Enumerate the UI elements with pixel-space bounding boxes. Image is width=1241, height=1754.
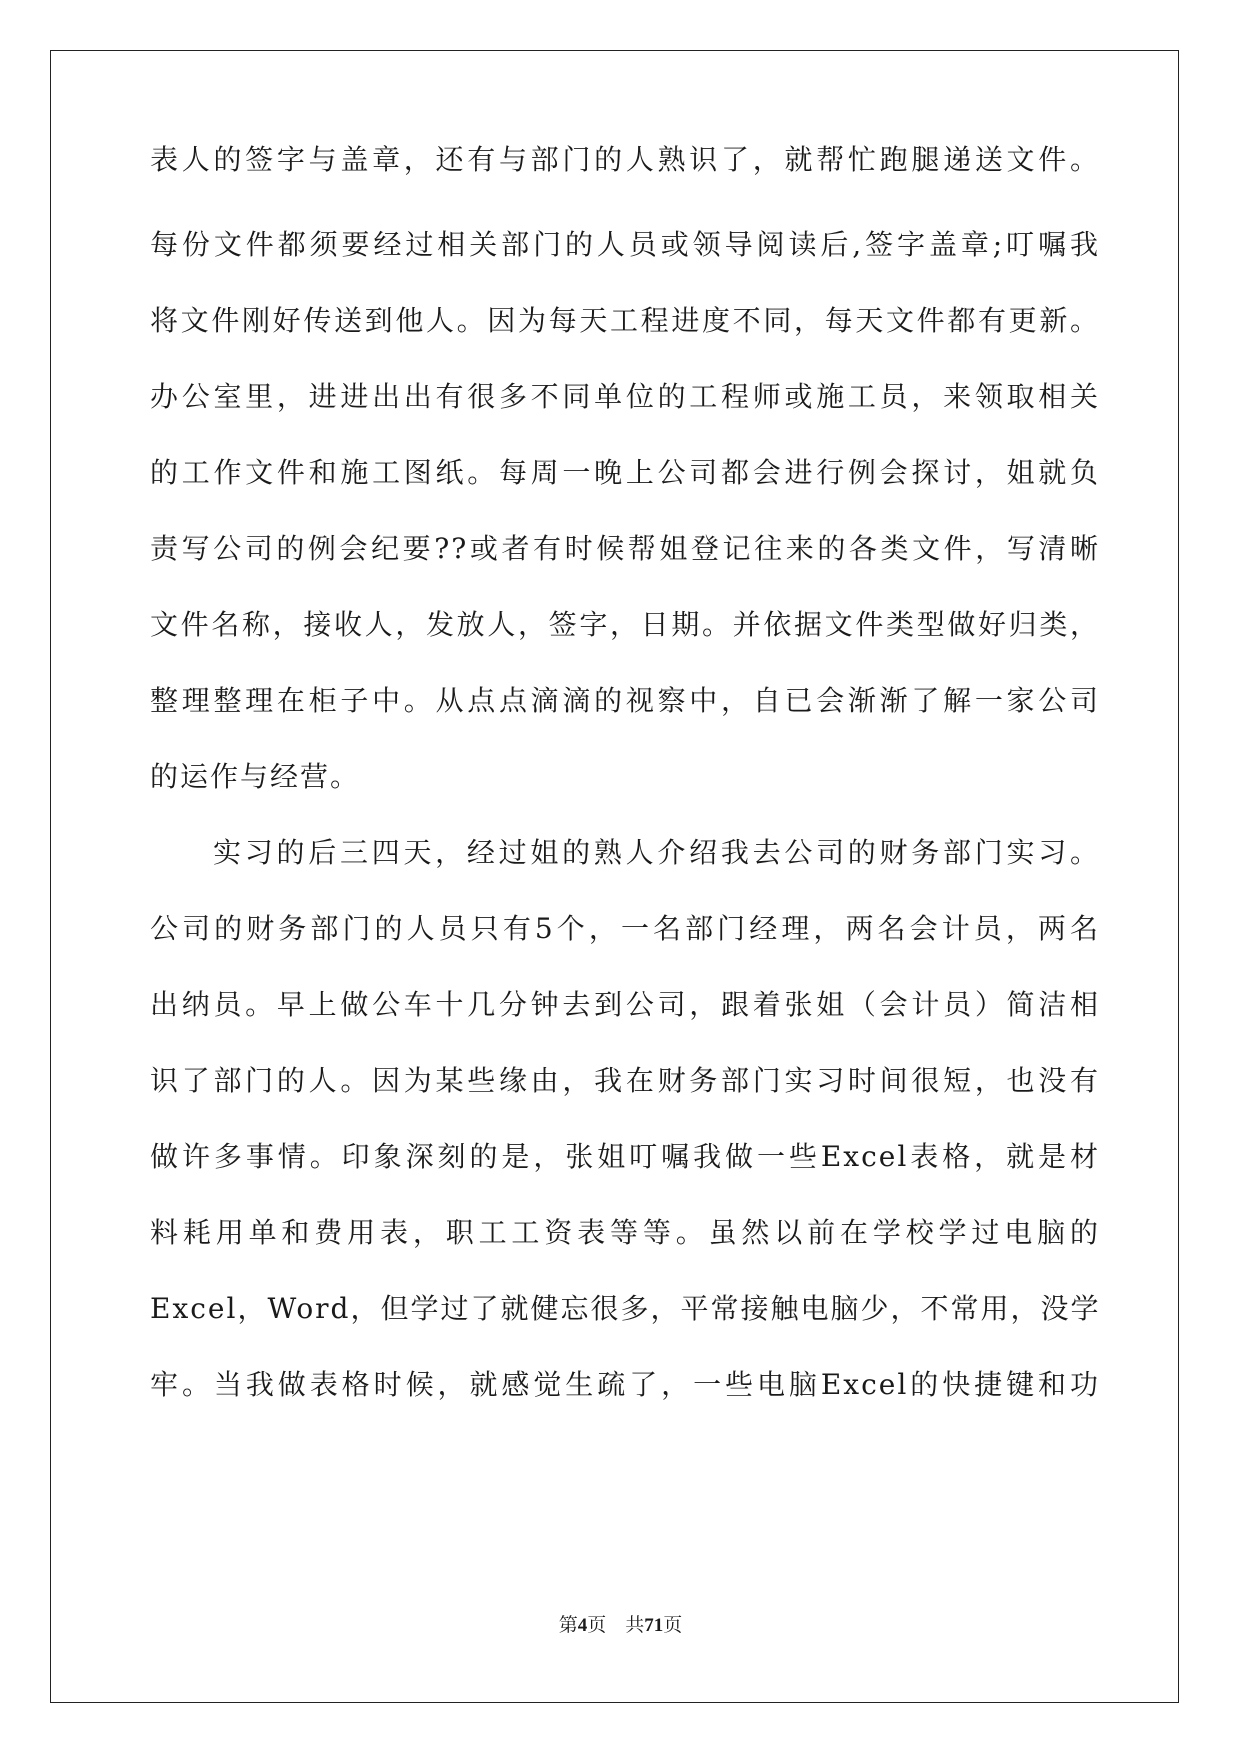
text-line-16: Excel，Word，但学过了就健忘很多，平常接触电脑少，不常用，没学	[150, 1292, 1101, 1325]
current-page-number: 4	[577, 1615, 588, 1636]
page-border	[50, 50, 1179, 1703]
footer-middle: 页 共	[587, 1615, 645, 1636]
text-line-13: 识了部门的人。因为某些缘由，我在财务部门实习时间很短，也没有	[150, 1064, 1100, 1097]
paragraph-start-line: 实习的后三四天，经过姐的熟人介绍我去公司的财务部门实习。	[213, 836, 1100, 869]
text-line-8: 整理整理在柜子中。从点点滴滴的视察中，自已会渐渐了解一家公司	[150, 684, 1100, 717]
footer-suffix: 页	[663, 1615, 683, 1636]
total-page-count: 71	[644, 1615, 664, 1636]
text-line-7: 文件名称，接收人，发放人，签字，日期。并依据文件类型做好归类，	[150, 608, 1100, 641]
text-line-5: 的工作文件和施工图纸。每周一晚上公司都会进行例会探讨，姐就负	[150, 456, 1100, 489]
text-line-17: 牢。当我做表格时候，就感觉生疏了，一些电脑Excel的快捷键和功	[150, 1368, 1100, 1401]
text-line-6: 责写公司的例会纪要??或者有时候帮姐登记往来的各类文件，写清晰	[150, 532, 1100, 565]
text-line-12: 出纳员。早上做公车十几分钟去到公司，跟着张姐（会计员）简洁相	[150, 988, 1100, 1021]
text-line-4: 办公室里，进进出出有很多不同单位的工程师或施工员，来领取相关	[150, 380, 1100, 413]
footer-prefix: 第	[558, 1615, 578, 1636]
text-line-14: 做许多事情。印象深刻的是，张姐叮嘱我做一些Excel表格，就是材	[150, 1140, 1100, 1173]
page-number-footer	[0, 1610, 1241, 1637]
text-line-9: 的运作与经营。	[150, 760, 361, 793]
text-line-3: 将文件刚好传送到他人。因为每天工程进度不同，每天文件都有更新。	[150, 304, 1100, 337]
text-line-11: 公司的财务部门的人员只有5个，一名部门经理，两名会计员，两名	[150, 912, 1100, 945]
text-line-1: 表人的签字与盖章，还有与部门的人熟识了，就帮忙跑腿递送文件。	[150, 143, 1100, 176]
text-line-15: 料耗用单和费用表，职工工资表等等。虽然以前在学校学过电脑的	[150, 1216, 1100, 1249]
text-line-2: 每份文件都须要经过相关部门的人员或领导阅读后,签字盖章;叮嘱我	[150, 228, 1100, 261]
